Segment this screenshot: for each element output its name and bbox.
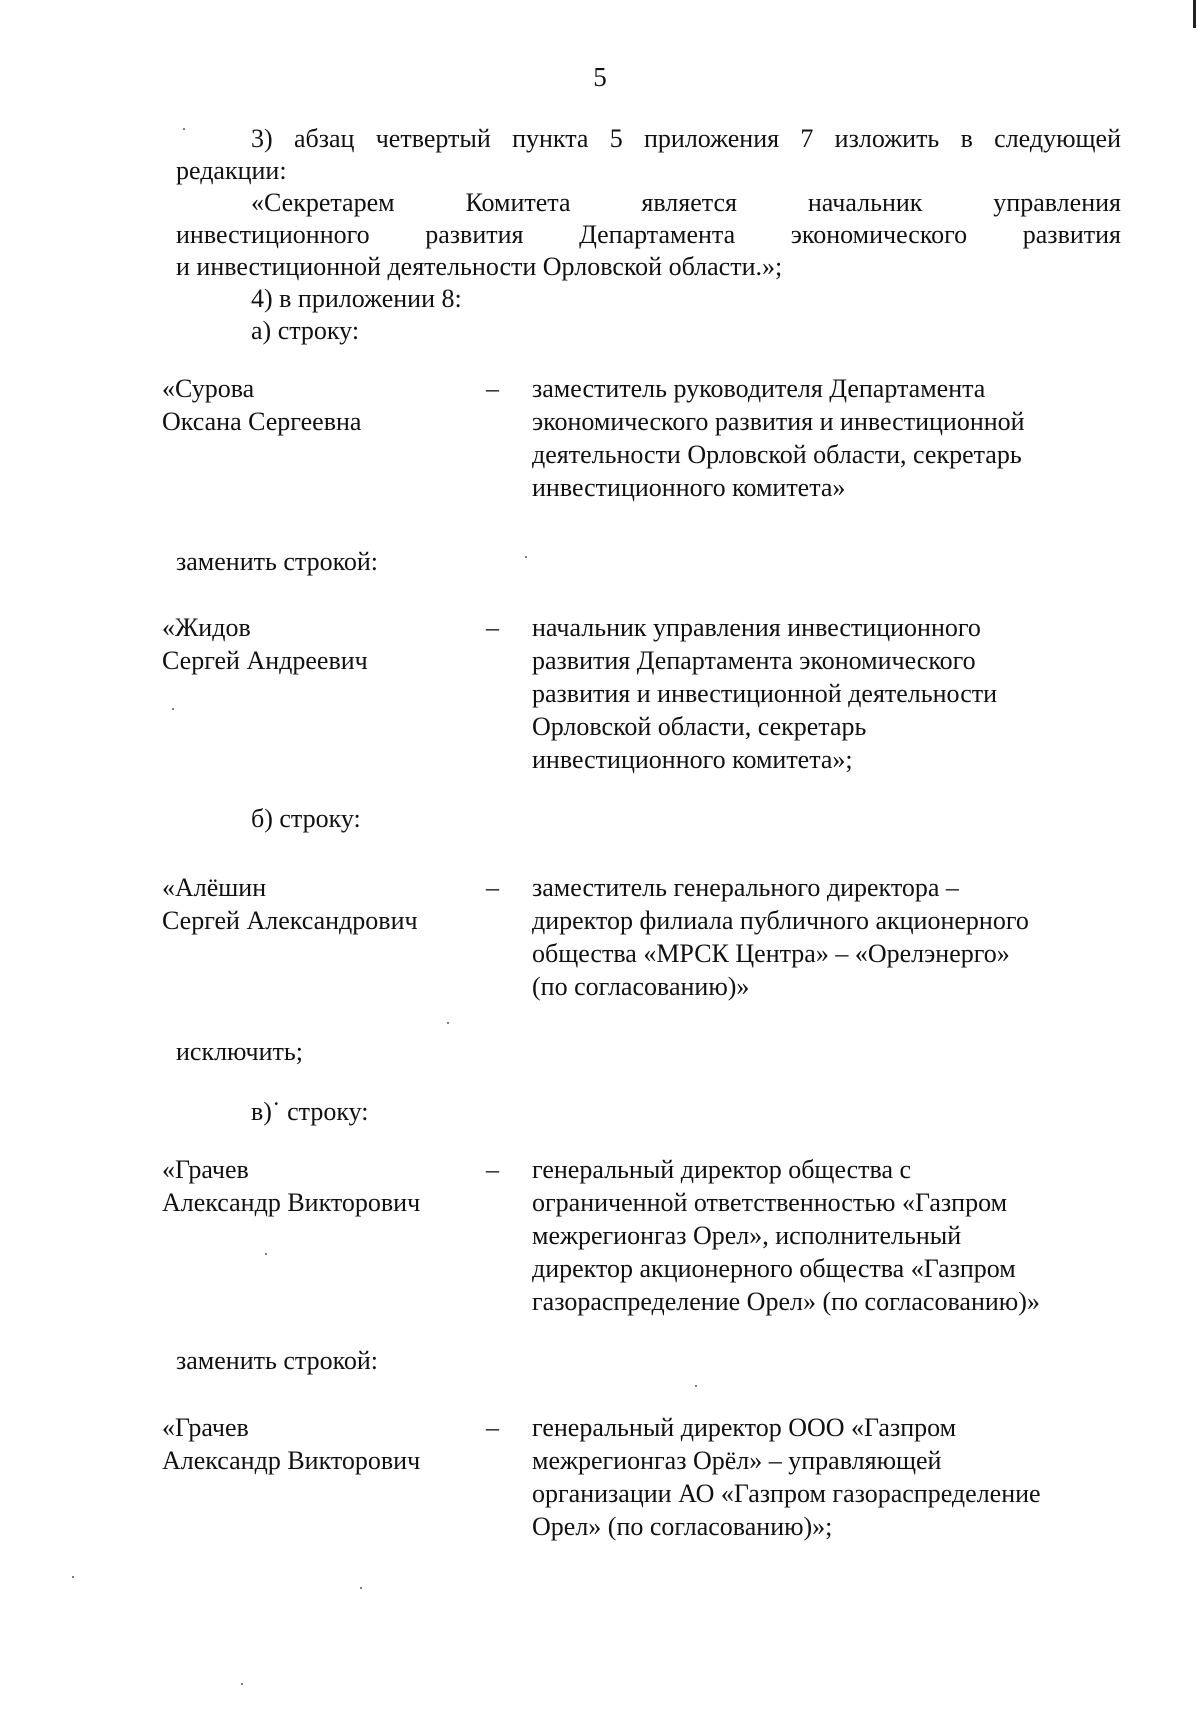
scan-speck [72,1576,74,1578]
entry-desc-line: развития и инвестиционной деятельности [532,679,998,708]
entry-name-line1: «Сурова [162,374,255,403]
entry-name-line1: «Жидов [162,613,251,642]
item3-line2: редакции: [176,156,287,185]
item4-sub-v: в)˙ строку: [251,1097,369,1126]
entry-dash: – [486,1155,499,1184]
entry-desc-line: директор филиала публичного акционерного [532,906,1029,935]
item3-quote-line3: и инвестиционной деятельности Орловской области.»; [176,252,783,281]
connector-replace-2: заменить строкой: [176,1346,379,1375]
item3-line1: 3) абзац четвертый пункта 5 приложения 7 изложить в следующей [251,124,1121,153]
entry-desc-line: генеральный директор общества с [532,1155,912,1184]
scan-speck [525,556,527,558]
entry-name-line1: «Грачев [162,1155,249,1184]
entry-desc-line: инвестиционного комитета»; [532,745,853,774]
entry-name-line2: Александр Викторович [162,1446,421,1475]
entry-desc-line: инвестиционного комитета» [532,473,846,502]
scan-speck [265,1253,267,1255]
entry-desc-line: ограниченной ответственностью «Газпром [532,1188,1008,1217]
entry-desc-line: заместитель генерального директора – [532,873,959,902]
item4-heading: 4) в приложении 8: [251,284,462,313]
entry-name-line2: Сергей Александрович [162,906,418,935]
entry-desc-line: развития Департамента экономического [532,646,976,675]
entry-name-line2: Александр Викторович [162,1188,421,1217]
scan-speck [183,128,185,130]
scan-speck [360,1587,362,1589]
entry-name-line2: Сергей Андреевич [162,646,368,675]
entry-dash: – [486,873,499,902]
item3-quote-line1: «Секретарем Комитета является начальник управления [251,188,1121,217]
entry-name-line1: «Алёшин [162,873,267,902]
connector-replace-1: заменить строкой: [176,547,379,576]
entry-desc-line: деятельности Орловской области, секретарь [532,440,1022,469]
scan-edge-mark [1193,0,1196,28]
scan-speck [695,1385,697,1387]
item3-quote-line2: инвестиционного развития Департамента экономического развития [176,220,1121,249]
page-number: 5 [593,62,607,92]
scan-speck [241,1683,243,1685]
entry-desc-line: начальник управления инвестиционного [532,613,981,642]
entry-desc-line: (по согласованию)» [532,972,750,1001]
connector-exclude: исключить; [176,1037,303,1066]
entry-dash: – [486,613,499,642]
entry-name-line2: Оксана Сергеевна [162,407,362,436]
entry-desc-line: генеральный директор ООО «Газпром [532,1413,957,1442]
item4-sub-a: а) строку: [251,316,360,345]
entry-desc-line: организации АО «Газпром газораспределение [532,1479,1041,1508]
entry-desc-line: Орловской области, секретарь [532,712,867,741]
entry-desc-line: межрегионгаз Орёл» – управляющей [532,1446,942,1475]
entry-dash: – [486,374,499,403]
entry-desc-line: директор акционерного общества «Газпром [532,1254,1016,1283]
item4-sub-b: б) строку: [251,804,361,833]
entry-name-line1: «Грачев [162,1413,249,1442]
entry-dash: – [486,1413,499,1442]
scan-speck [172,708,174,710]
scan-speck [447,1022,449,1024]
entry-desc-line: общества «МРСК Центра» – «Орелэнерго» [532,939,1010,968]
entry-desc-line: заместитель руководителя Департамента [532,374,986,403]
entry-desc-line: Орел» (по согласованию)»; [532,1512,833,1541]
entry-desc-line: газораспределение Орел» (по согласованию)» [532,1287,1040,1316]
entry-desc-line: межрегионгаз Орел», исполнительный [532,1221,962,1250]
entry-desc-line: экономического развития и инвестиционной [532,407,1025,436]
